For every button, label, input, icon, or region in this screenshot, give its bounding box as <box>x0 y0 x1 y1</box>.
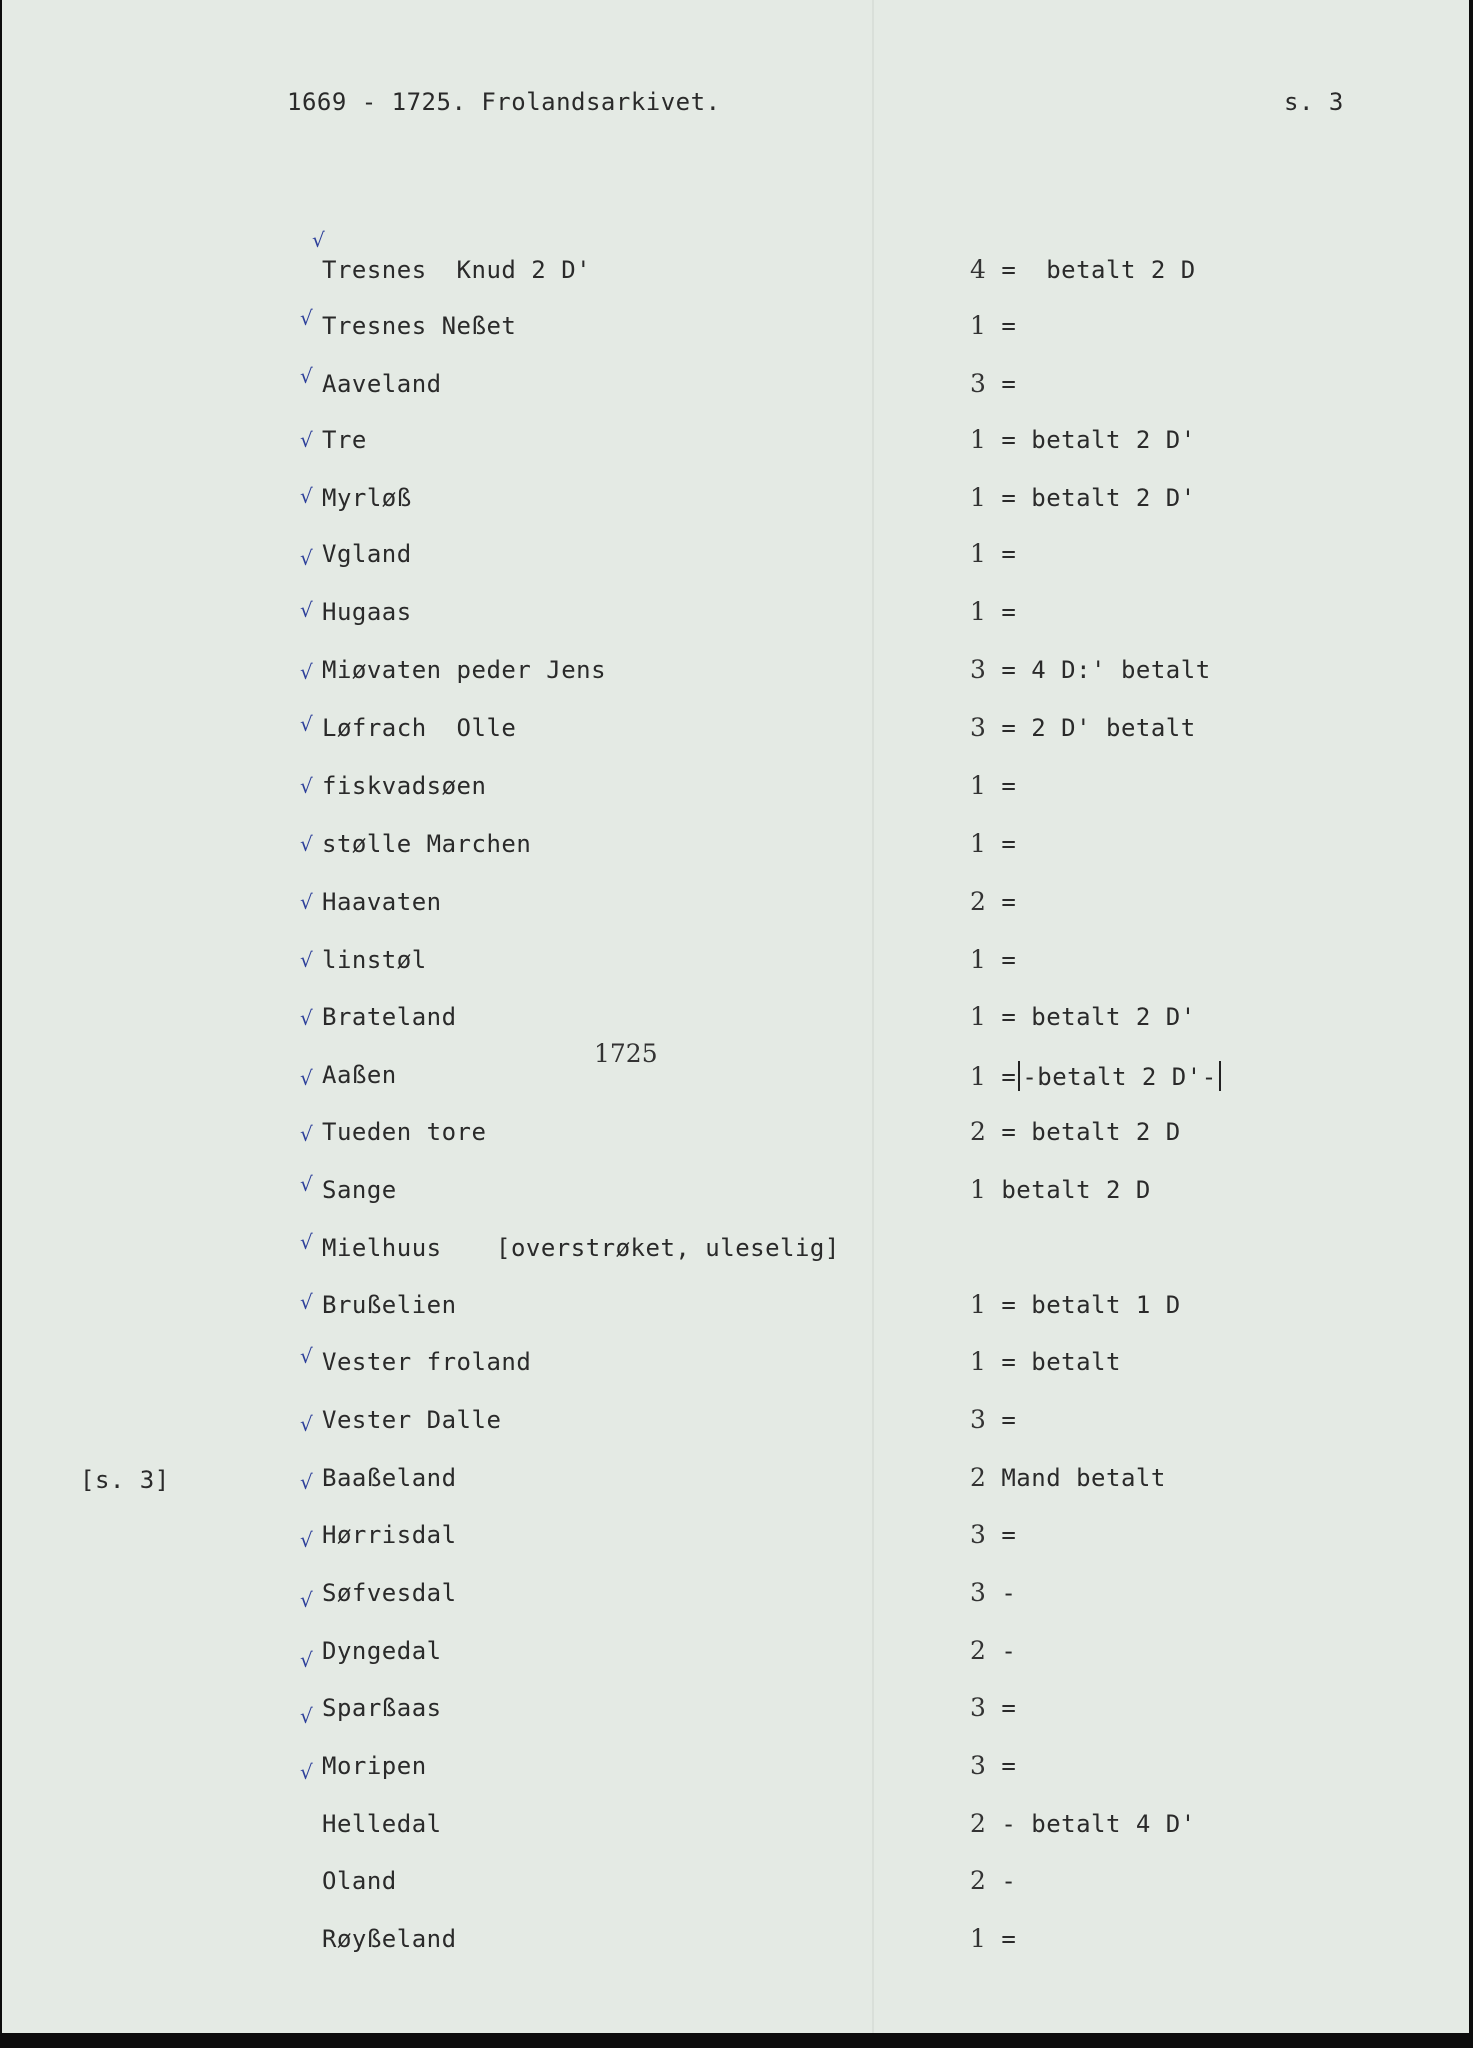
entry-value <box>970 312 1016 340</box>
entry-payment-note: = <box>986 1752 1017 1780</box>
entry-farm-name: Aaßen <box>322 1061 397 1089</box>
entry-value <box>970 1752 1016 1780</box>
entry-payment-note: = betalt 2 D' <box>986 426 1196 454</box>
entry-count: 1 <box>970 771 987 800</box>
bracket-mark <box>1018 1061 1020 1091</box>
entry-count: 3 <box>970 713 987 742</box>
entry-value <box>970 1637 1016 1665</box>
entry-payment-note: = <box>986 1063 1017 1091</box>
entry-value <box>970 426 1196 454</box>
entry-count: 1 <box>970 1062 987 1091</box>
entry-count: 1 <box>970 1002 987 1031</box>
entry-payment-note: = <box>986 1406 1017 1434</box>
entry-payment-note: = <box>986 1521 1017 1549</box>
entry-value <box>970 1176 1151 1204</box>
check-mark-icon: √ <box>300 1122 313 1146</box>
entry-count: 3 <box>970 1520 987 1549</box>
check-mark-icon: √ <box>300 364 313 388</box>
entry-payment-note: = <box>986 540 1017 568</box>
entry-count: 1 <box>970 483 987 512</box>
entry-payment-note: = <box>986 888 1017 916</box>
entry-count: 2 <box>970 1463 987 1492</box>
check-mark-icon: √ <box>300 1412 313 1436</box>
document-title: 1669 - 1725. Frolandsarkivet. <box>287 88 721 116</box>
entry-farm-name: Tresnes Neßet <box>322 312 517 340</box>
entry-payment-note: - betalt 4 D' <box>986 1810 1196 1838</box>
check-mark-icon: √ <box>300 1344 313 1368</box>
entry-value <box>970 714 1196 742</box>
check-mark-icon: √ <box>300 1588 313 1612</box>
check-mark-icon: √ <box>300 832 313 856</box>
entry-value <box>970 540 1016 568</box>
entry-farm-name: Helledal <box>322 1810 442 1838</box>
check-mark-icon: √ <box>300 306 313 330</box>
entry-count: 1 <box>970 1924 987 1953</box>
check-mark-icon: √ <box>312 228 325 252</box>
check-mark-icon: √ <box>300 1704 313 1728</box>
entry-farm-name: Hørrisdal <box>322 1521 457 1549</box>
entry-farm-name: Haavaten <box>322 888 442 916</box>
entry-payment-note: - <box>986 1637 1017 1665</box>
entry-farm-name: Miøvaten peder Jens <box>322 656 607 684</box>
entry-bracketed-note: -betalt 2 D'- <box>1022 1063 1217 1091</box>
entry-farm-name: Brateland <box>322 1003 457 1031</box>
entry-payment-note: = betalt 1 D <box>986 1291 1181 1319</box>
entry-count: 1 <box>970 311 987 340</box>
paper-fold <box>872 0 874 2033</box>
check-mark-icon: √ <box>300 1648 313 1672</box>
document-page <box>2 0 1469 2033</box>
check-mark-icon: √ <box>300 1172 313 1196</box>
entry-count: 1 <box>970 597 987 626</box>
entry-farm-name: Røyßeland <box>322 1925 457 1953</box>
check-mark-icon: √ <box>300 948 313 972</box>
entry-payment-note: = <box>986 312 1017 340</box>
entry-farm-name: Mielhuus <box>322 1234 442 1262</box>
entry-value <box>970 1003 1196 1031</box>
entry-farm-name: Vester Dalle <box>322 1406 502 1434</box>
entry-payment-note: = 4 D:' betalt <box>986 656 1211 684</box>
entry-payment-note: = <box>986 946 1017 974</box>
check-mark-icon: √ <box>300 1230 313 1254</box>
entry-farm-name: stølle Marchen <box>322 830 532 858</box>
entry-payment-note: = <box>986 598 1017 626</box>
entry-payment-note: = betalt 2 D' <box>986 484 1196 512</box>
entry-value <box>970 1118 1181 1146</box>
entry-farm-name: Sparßaas <box>322 1694 442 1722</box>
entry-farm-name: fiskvadsøen <box>322 772 487 800</box>
entry-count: 1 <box>970 1290 987 1319</box>
check-mark-icon: √ <box>300 598 313 622</box>
interlinear-year: 1725 <box>594 1039 658 1068</box>
entry-count: 1 <box>970 1347 987 1376</box>
entry-payment-note: = 2 D' betalt <box>986 714 1196 742</box>
entry-payment-note: = <box>986 370 1017 398</box>
entry-count: 3 <box>970 1751 987 1780</box>
entry-farm-name: Aaveland <box>322 370 442 398</box>
entry-farm-name: Moripen <box>322 1752 427 1780</box>
entry-payment-note: = <box>986 1694 1017 1722</box>
entry-value <box>970 1694 1016 1722</box>
entry-count: 3 <box>970 369 987 398</box>
entry-farm-name: Søfvesdal <box>322 1579 457 1607</box>
check-mark-icon: √ <box>300 428 313 452</box>
entry-farm-name: Brußelien <box>322 1291 457 1319</box>
margin-note: [s. 3] <box>80 1466 170 1494</box>
entry-count: 2 <box>970 1866 987 1895</box>
entry-value <box>970 1925 1016 1953</box>
entry-payment-note: = betalt 2 D' <box>986 1003 1196 1031</box>
check-mark-icon: √ <box>300 546 313 570</box>
entry-count: 2 <box>970 1117 987 1146</box>
entry-payment-note: = <box>986 830 1017 858</box>
entry-count: 3 <box>970 655 987 684</box>
entry-value <box>970 1406 1016 1434</box>
check-mark-icon: √ <box>300 1066 313 1090</box>
entry-value <box>970 772 1016 800</box>
entry-value <box>970 656 1211 684</box>
entry-payment-note: = betalt 2 D <box>986 256 1196 284</box>
entry-payment-note: = <box>986 1925 1017 1953</box>
entry-count: 1 <box>970 1175 987 1204</box>
entry-farm-name: Tresnes Knud 2 D' <box>322 256 592 284</box>
entry-farm-name: Baaßeland <box>322 1464 457 1492</box>
entry-farm-name: Vester froland <box>322 1348 532 1376</box>
entry-count: 3 <box>970 1693 987 1722</box>
check-mark-icon: √ <box>300 890 313 914</box>
entry-farm-name: linstøl <box>322 946 427 974</box>
entry-farm-name: Vgland <box>322 540 412 568</box>
entry-payment-note: Mand betalt <box>986 1464 1166 1492</box>
entry-farm-name: Tueden tore <box>322 1118 487 1146</box>
entry-payment-note: betalt 2 D <box>986 1176 1151 1204</box>
entry-count: 4 <box>970 255 987 284</box>
entry-value <box>970 1867 1016 1895</box>
entry-value <box>970 598 1016 626</box>
entry-payment-note: - <box>986 1867 1017 1895</box>
entry-value <box>970 946 1016 974</box>
entry-value <box>970 1291 1181 1319</box>
bracket-mark <box>1219 1061 1221 1091</box>
check-mark-icon: √ <box>300 1006 313 1030</box>
entry-payment-note: = betalt <box>986 1348 1121 1376</box>
check-mark-icon: √ <box>300 660 313 684</box>
check-mark-icon: √ <box>300 1760 313 1784</box>
entry-farm-name: Hugaas <box>322 598 412 626</box>
entry-farm-name: Løfrach Olle <box>322 714 517 742</box>
entry-count: 2 <box>970 887 987 916</box>
entry-farm-name: Tre <box>322 426 367 454</box>
entry-editorial-note: [overstrøket, uleselig] <box>496 1234 840 1262</box>
entry-payment-note: = <box>986 772 1017 800</box>
entry-value <box>970 830 1016 858</box>
entry-value <box>970 1521 1016 1549</box>
entry-farm-name: Dyngedal <box>322 1637 442 1665</box>
entry-count: 1 <box>970 539 987 568</box>
entry-count: 1 <box>970 829 987 858</box>
entry-count: 3 <box>970 1578 987 1607</box>
check-mark-icon: √ <box>300 1470 313 1494</box>
entry-value <box>970 484 1196 512</box>
check-mark-icon: √ <box>300 484 313 508</box>
entry-payment-note: = betalt 2 D <box>986 1118 1181 1146</box>
check-mark-icon: √ <box>300 1528 313 1552</box>
entry-value <box>970 888 1016 916</box>
entry-value <box>970 256 1196 284</box>
entry-farm-name: Oland <box>322 1867 397 1895</box>
entry-count: 3 <box>970 1405 987 1434</box>
entry-count: 1 <box>970 945 987 974</box>
entry-count: 2 <box>970 1809 987 1838</box>
entry-value <box>970 1464 1166 1492</box>
check-mark-icon: √ <box>300 774 313 798</box>
page-reference: s. 3 <box>1284 88 1344 116</box>
check-mark-icon: √ <box>300 1290 313 1314</box>
entry-value <box>970 1579 1016 1607</box>
entry-value <box>970 370 1016 398</box>
entry-count: 1 <box>970 425 987 454</box>
check-mark-icon: √ <box>300 712 313 736</box>
entry-payment-note: - <box>986 1579 1017 1607</box>
entry-farm-name: Myrløß <box>322 484 412 512</box>
entry-farm-name: Sange <box>322 1176 397 1204</box>
entry-value <box>970 1061 1223 1091</box>
entry-value <box>970 1348 1121 1376</box>
entry-value <box>970 1810 1196 1838</box>
entry-count: 2 <box>970 1636 987 1665</box>
